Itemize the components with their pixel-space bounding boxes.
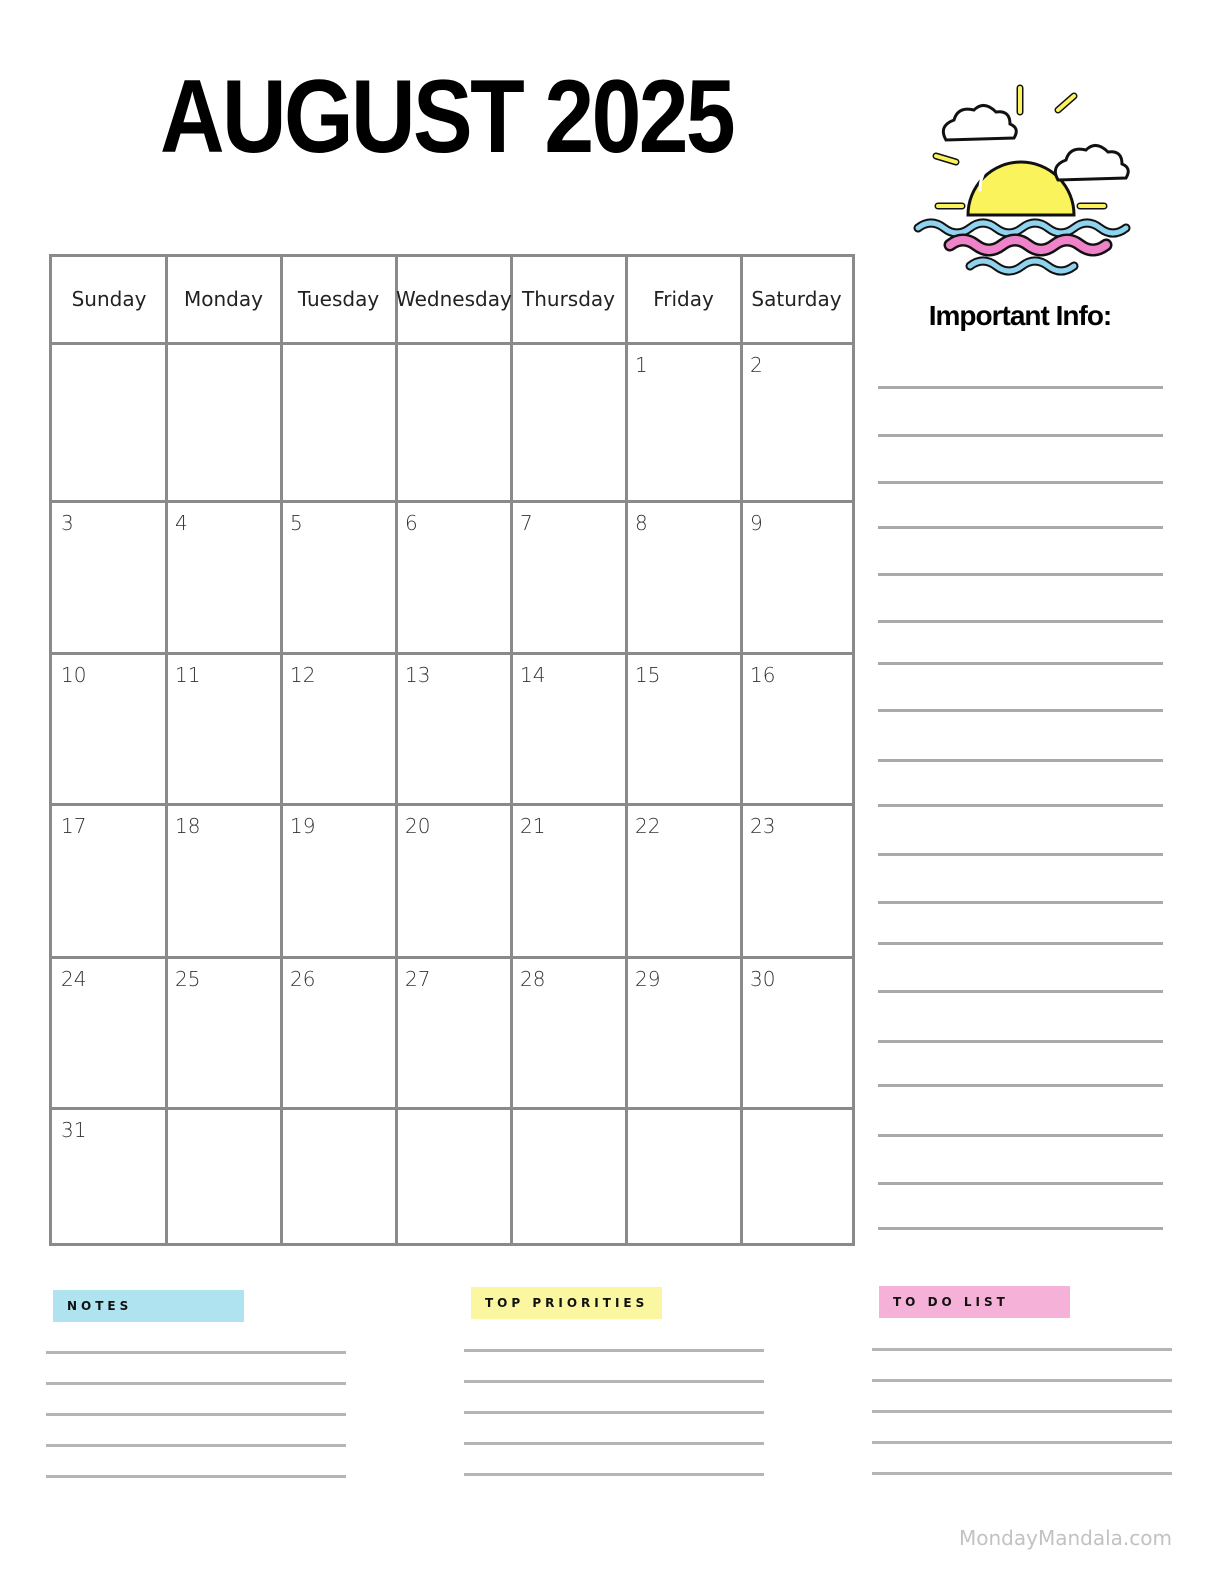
day-cell[interactable] [743,959,850,1106]
day-number: 2 [750,353,763,377]
weekday-header-thursday: Thursday [522,287,615,311]
day-cell[interactable] [283,345,394,499]
writing-line[interactable] [878,804,1163,807]
day-cell[interactable] [54,655,164,802]
day-number: 3 [61,511,74,535]
day-cell[interactable] [168,959,279,1106]
day-cell[interactable] [283,503,394,651]
writing-line[interactable] [878,573,1163,576]
day-cell[interactable] [513,345,624,499]
top-priorities-label: TOP PRIORITIES [471,1287,662,1319]
writing-line[interactable] [878,481,1163,484]
day-number: 23 [750,814,776,838]
day-cell[interactable] [628,806,739,955]
day-cell[interactable] [398,806,509,955]
writing-line[interactable] [464,1411,764,1414]
writing-line[interactable] [878,1134,1163,1137]
day-number: 19 [290,814,316,838]
day-cell[interactable] [628,345,739,499]
notes-label: NOTES [53,1290,244,1322]
day-number: 1 [635,353,648,377]
writing-line[interactable] [872,1410,1172,1413]
writing-line[interactable] [464,1473,764,1476]
watermark: MondayMandala.com [959,1526,1172,1550]
writing-line[interactable] [46,1351,346,1354]
writing-line[interactable] [872,1441,1172,1444]
writing-line[interactable] [46,1475,346,1478]
day-cell[interactable] [398,959,509,1106]
day-number: 12 [290,663,316,687]
writing-line[interactable] [46,1444,346,1447]
day-cell[interactable] [283,806,394,955]
weekday-header-tuesday: Tuesday [297,287,380,311]
writing-line[interactable] [878,662,1163,665]
day-cell[interactable] [283,655,394,802]
day-cell[interactable] [54,1110,164,1241]
day-number: 27 [405,967,431,991]
writing-line[interactable] [878,434,1163,437]
writing-line[interactable] [878,759,1163,762]
day-cell[interactable] [628,959,739,1106]
todo-list-label: TO DO LIST [879,1286,1070,1318]
day-cell[interactable] [168,1110,279,1241]
writing-line[interactable] [872,1348,1172,1351]
weekday-header-sunday: Sunday [71,287,147,311]
day-number: 15 [635,663,661,687]
day-cell[interactable] [168,655,279,802]
page-title: AUGUST 2025 [160,59,734,175]
day-number: 14 [520,663,546,687]
day-number: 13 [405,663,431,687]
important-info-title: Important Info: [928,300,1112,331]
day-number: 5 [290,511,303,535]
weekday-header-monday: Monday [184,287,263,311]
day-number: 22 [635,814,661,838]
writing-line[interactable] [878,709,1163,712]
day-cell[interactable] [743,1110,850,1241]
writing-line[interactable] [464,1442,764,1445]
writing-line[interactable] [878,386,1163,389]
day-cell[interactable] [168,503,279,651]
writing-line[interactable] [878,1084,1163,1087]
day-cell[interactable] [54,503,164,651]
weekday-header-friday: Friday [653,287,714,311]
day-cell[interactable] [743,806,850,955]
day-number: 25 [175,967,201,991]
sun-over-waves-icon [910,80,1132,280]
day-cell[interactable] [628,503,739,651]
writing-line[interactable] [878,1182,1163,1185]
day-number: 18 [175,814,201,838]
calendar-grid [49,254,855,1246]
writing-line[interactable] [878,853,1163,856]
day-cell[interactable] [513,959,624,1106]
day-number: 26 [290,967,316,991]
weekday-header-saturday: Saturday [751,287,842,311]
writing-line[interactable] [464,1380,764,1383]
day-cell[interactable] [398,655,509,802]
day-number: 24 [61,967,87,991]
day-cell[interactable] [54,345,164,499]
day-number: 7 [520,511,533,535]
day-cell[interactable] [628,1110,739,1241]
writing-line[interactable] [878,620,1163,623]
writing-line[interactable] [878,901,1163,904]
day-cell[interactable] [628,655,739,802]
day-cell[interactable] [283,1110,394,1241]
day-number: 31 [61,1118,87,1142]
day-cell[interactable] [283,959,394,1106]
writing-line[interactable] [878,942,1163,945]
writing-line[interactable] [46,1413,346,1416]
day-cell[interactable] [513,806,624,955]
day-number: 28 [520,967,546,991]
day-number: 16 [750,663,776,687]
writing-line[interactable] [46,1382,346,1385]
day-number: 11 [175,663,201,687]
day-cell[interactable] [513,503,624,651]
day-number: 4 [175,511,188,535]
day-number: 8 [635,511,648,535]
day-number: 29 [635,967,661,991]
day-number: 17 [61,814,87,838]
day-number: 30 [750,967,776,991]
writing-line[interactable] [878,1227,1163,1230]
day-cell[interactable] [513,655,624,802]
day-cell[interactable] [54,806,164,955]
writing-line[interactable] [872,1472,1172,1475]
day-cell[interactable] [398,1110,509,1241]
day-number: 20 [405,814,431,838]
day-cell[interactable] [743,503,850,651]
weekday-header-wednesday: Wednesday [396,287,512,311]
day-number: 6 [405,511,418,535]
day-cell[interactable] [398,345,509,499]
writing-line[interactable] [878,990,1163,993]
day-cell[interactable] [743,345,850,499]
day-number: 21 [520,814,546,838]
writing-line[interactable] [878,1040,1163,1043]
day-cell[interactable] [54,959,164,1106]
day-cell[interactable] [513,1110,624,1241]
writing-line[interactable] [872,1379,1172,1382]
writing-line[interactable] [878,526,1163,529]
day-cell[interactable] [168,806,279,955]
day-number: 10 [61,663,87,687]
writing-line[interactable] [464,1349,764,1352]
day-cell[interactable] [398,503,509,651]
day-cell[interactable] [168,345,279,499]
day-cell[interactable] [743,655,850,802]
day-number: 9 [750,511,763,535]
